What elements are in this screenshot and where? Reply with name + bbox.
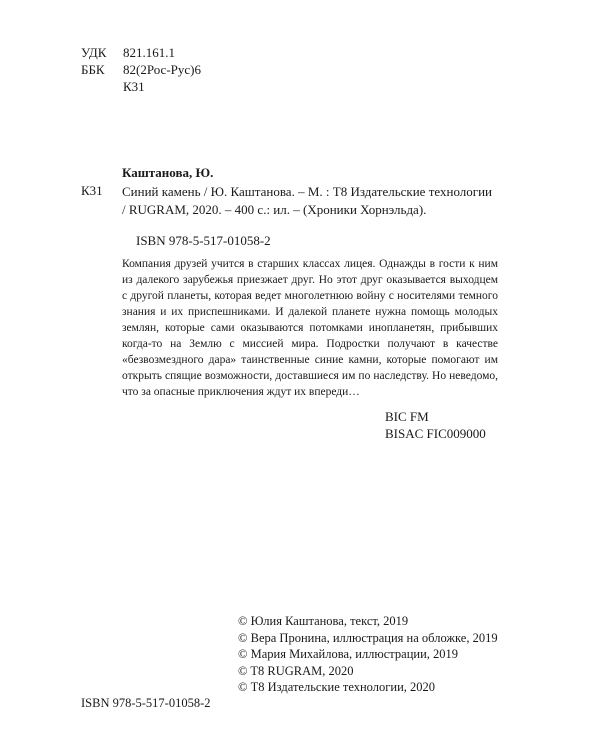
bic-code: BIC FM	[385, 409, 429, 424]
entry-description: Синий камень / Ю. Каштанова. – М. : Т8 Издательские технологии / RUGRAM, 2020. – 400 с.: ил. – (Хроники Хорнэльда).	[122, 184, 493, 217]
entry-code: К31	[81, 183, 103, 198]
copyright-item: © T8 RUGRAM, 2020	[238, 663, 354, 678]
bbk-label: ББК	[81, 62, 105, 77]
author-mark-row	[81, 79, 145, 95]
udk-row	[81, 45, 175, 61]
bbk-row	[81, 62, 201, 78]
bbk-value: 82(2Рос-Рус)6	[123, 62, 201, 77]
abstract-text	[122, 256, 498, 400]
entry-author: Каштанова, Ю.	[122, 165, 214, 180]
udk-label: УДК	[81, 45, 107, 60]
copyright-item: © Вера Пронина, иллюстрация на обложке, 2019	[238, 630, 498, 645]
isbn-bottom: ISBN 978-5-517-01058-2	[81, 696, 211, 710]
author-mark: К31	[123, 79, 145, 94]
abstract-paragraph: Компания друзей учится в старших классах лицея. Однажды в гости к ним из далекого зарубежья приезжает друг. Но этот друг оказывается выходцем с другой планеты, которая ведет многолетнюю войну с носителями темного знания и их приспешниками. И далекой планете нужна помощь молодых землян, которые сами оказываются потомками инопланетян, прибывших когда-то на Землю с миссией мира. Подростки получают в качестве «безвозмездного дара» таинственные синие камни, которые помогают им открыть спящие возможности, доставшиеся им по наследству. Но неведомо, что за опасные приключения ждут их впереди…	[122, 258, 498, 398]
bisac-code: BISAC FIC009000	[385, 426, 486, 441]
copyright-list	[238, 613, 498, 696]
copyright-item: © Мария Михайлова, иллюстрации, 2019	[238, 647, 459, 661]
entry-isbn: ISBN 978-5-517-01058-2	[136, 233, 271, 248]
copyright-item: © Юлия Каштанова, текст, 2019	[238, 614, 409, 628]
udk-value: 821.161.1	[123, 45, 175, 60]
copyright-item: © Т8 Издательские технологии, 2020	[238, 680, 436, 694]
